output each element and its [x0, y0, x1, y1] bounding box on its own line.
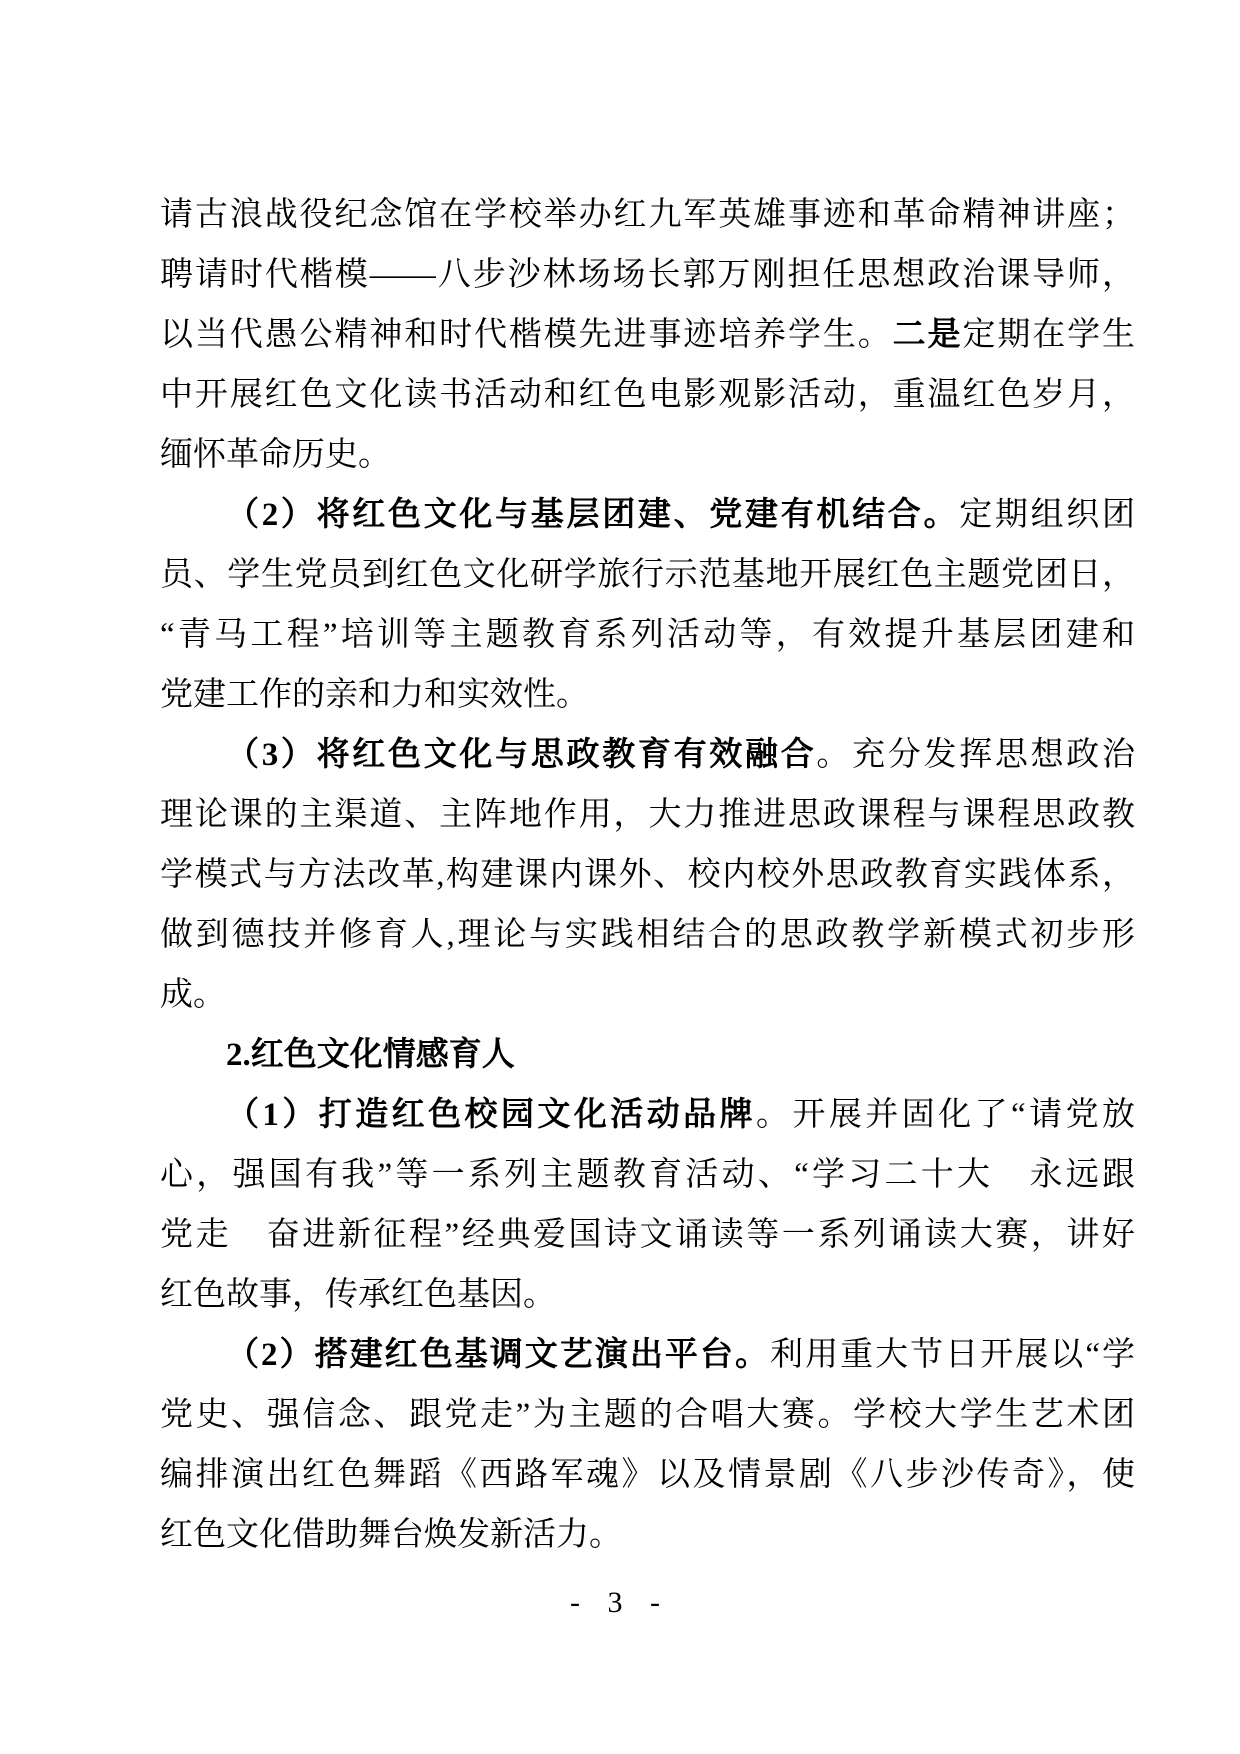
text-segment-bold: （3）将红色文化与思政教育有效融合 [226, 737, 817, 773]
text-segment: 党史、强信念、跟党走”为主题的合唱大赛。学校大学生艺术团 [160, 1397, 1135, 1433]
text-segment: 党建工作的亲和力和实效性。 [160, 677, 589, 713]
text-line [160, 1445, 1135, 1505]
text-segment-bold: （2）将红色文化与基层团建、党建有机结合。 [226, 497, 960, 533]
text-segment: 做到德技并修育人,理论与实践相结合的思政教学新模式初步形 [160, 917, 1135, 953]
text-segment: 红色故事，传承红色基因。 [160, 1277, 556, 1313]
text-segment-bold: 2.红色文化情感育人 [226, 1037, 515, 1073]
text-line [160, 1325, 1135, 1385]
text-segment: 利用重大节日开展以“学 [770, 1337, 1136, 1373]
text-line [160, 1505, 1135, 1565]
document-body [160, 185, 1135, 1565]
text-line [160, 965, 1135, 1025]
text-segment: 编排演出红色舞蹈《西路军魂》以及情景剧《八步沙传奇》，使 [160, 1457, 1135, 1493]
text-line [160, 185, 1135, 245]
text-segment: 党走 奋进新征程”经典爱国诗文诵读等一系列诵读大赛，讲好 [160, 1217, 1135, 1253]
text-segment: 中开展红色文化读书活动和红色电影观影活动，重温红色岁月， [160, 377, 1135, 413]
text-segment: 以当代愚公精神和时代楷模先进事迹培养学生。 [160, 317, 893, 353]
text-line [160, 365, 1135, 425]
text-segment-bold: （2）搭建红色基调文艺演出平台。 [226, 1337, 771, 1373]
page-number: - 3 - [570, 1586, 670, 1619]
text-line [160, 1385, 1135, 1445]
text-segment: 定期组织团 [959, 497, 1136, 533]
text-line [160, 845, 1135, 905]
text-line [160, 245, 1135, 305]
text-segment: 请古浪战役纪念馆在学校举办红九军英雄事迹和革命精神讲座； [160, 197, 1135, 233]
text-line [160, 485, 1135, 545]
text-line [160, 725, 1135, 785]
text-line [160, 1265, 1135, 1325]
text-segment: 理论课的主渠道、主阵地作用，大力推进思政课程与课程思政教 [160, 797, 1135, 833]
text-segment: 缅怀革命历史。 [160, 437, 391, 473]
text-segment: “青马工程”培训等主题教育系列活动等，有效提升基层团建和 [160, 617, 1135, 653]
text-line [160, 905, 1135, 965]
text-segment: 员、学生党员到红色文化研学旅行示范基地开展红色主题党团日， [160, 557, 1135, 593]
text-line [160, 1085, 1135, 1145]
text-segment: 聘请时代楷模——八步沙林场场长郭万刚担任思想政治课导师， [160, 257, 1135, 293]
text-line [160, 425, 1135, 485]
text-line [160, 305, 1135, 365]
text-line [160, 1205, 1135, 1265]
text-segment: 定期在学生 [962, 317, 1136, 353]
text-line [160, 785, 1135, 845]
text-segment: 学模式与方法改革,构建课内课外、校内校外思政教育实践体系， [160, 857, 1135, 893]
text-line [160, 605, 1135, 665]
text-segment: 。充分发挥思想政治 [816, 737, 1136, 773]
text-segment-bold: 二是 [892, 317, 963, 353]
text-line [160, 1025, 1135, 1085]
text-segment-bold: （1）打造红色校园文化活动品牌 [226, 1097, 757, 1133]
text-segment: 心，强国有我”等一系列主题教育活动、“学习二十大 永远跟 [160, 1157, 1135, 1193]
text-line [160, 1145, 1135, 1205]
text-segment: 。开展并固化了“请党放 [756, 1097, 1136, 1133]
text-segment: 成。 [160, 977, 226, 1013]
text-line [160, 665, 1135, 725]
text-segment: 红色文化借助舞台焕发新活力。 [160, 1517, 622, 1553]
text-line [160, 545, 1135, 605]
